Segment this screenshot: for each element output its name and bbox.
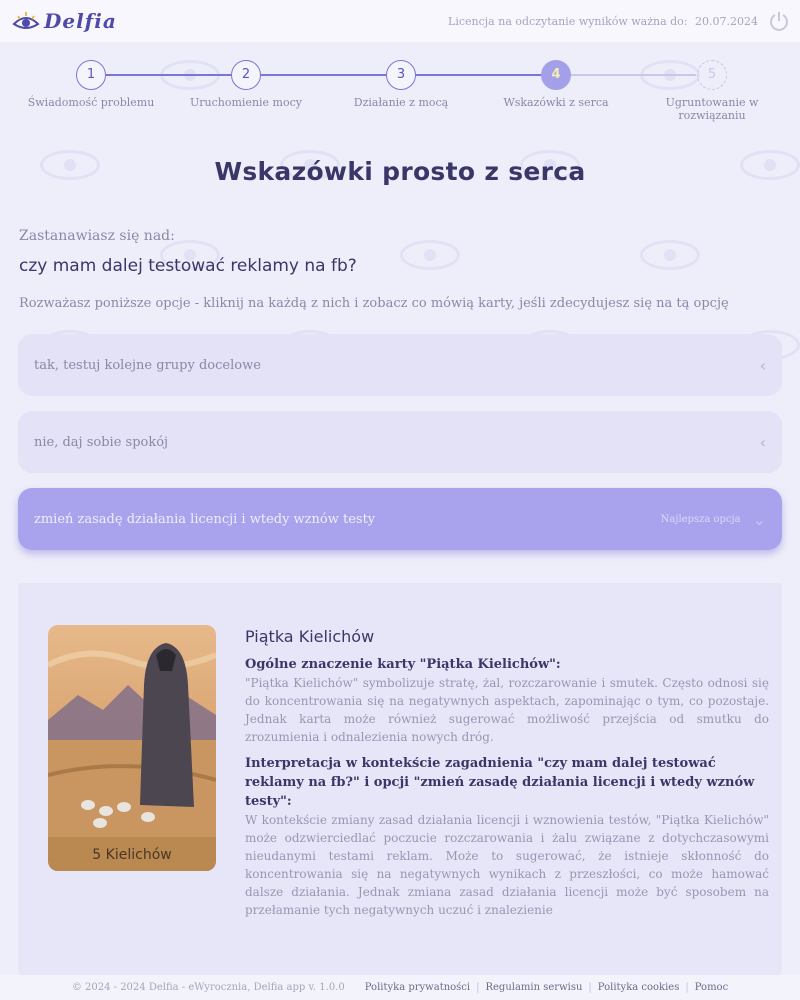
footer: [0, 975, 800, 1000]
chevron-left-icon: ‹: [759, 432, 766, 452]
license-date: 20.07.2024: [695, 14, 758, 28]
logo[interactable]: [12, 9, 117, 33]
question-text: czy mam dalej testować reklamy na fb?: [19, 256, 357, 276]
option-label: tak, testuj kolejne grupy docelowe: [34, 357, 261, 373]
step-1[interactable]: [16, 60, 166, 109]
license-info: [448, 15, 758, 28]
card-general-heading: Ogólne znaczenie karty "Piątka Kielichów":: [245, 657, 561, 672]
step-label: Wskazówki z serca: [503, 96, 609, 109]
footer-separator: |: [588, 982, 592, 993]
question-intro: Zastanawiasz się nad:: [19, 228, 175, 244]
progress-stepper: [0, 60, 800, 142]
option-label: zmień zasadę działania licencji i wtedy wznów testy: [34, 511, 376, 527]
cookies-policy-link[interactable]: Polityka cookies: [597, 982, 680, 993]
step-number: 1: [76, 60, 106, 90]
footer-separator: |: [685, 982, 689, 993]
privacy-policy-link[interactable]: Polityka prywatności: [364, 982, 471, 993]
footer-separator: |: [476, 982, 480, 993]
option-2[interactable]: [18, 411, 782, 473]
option-label: nie, daj sobie spokój: [34, 434, 169, 450]
step-label: Świadomość problemu: [27, 96, 155, 109]
step-number: 2: [231, 60, 261, 90]
eye-logo-icon: [12, 10, 40, 32]
step-label: Działanie z mocą: [353, 96, 449, 109]
footer-copyright: © 2024 - 2024 Delfia - eWyrocznia, Delfia app v. 1.0.0: [71, 982, 345, 993]
step-4[interactable]: [481, 60, 631, 109]
card-name: Piątka Kielichów: [245, 627, 375, 646]
tarot-card-image: [48, 625, 216, 871]
license-label: Licencja na odczytanie wyników ważna do:: [448, 14, 688, 28]
instruction-text: Rozważasz poniższe opcje - kliknij na każdą z nich i zobacz co mówią karty, jeśli zdecydujesz się na tą opcję: [19, 296, 729, 311]
page-title: Wskazówki prosto z serca: [214, 157, 586, 186]
step-label: Uruchomienie mocy: [190, 96, 302, 109]
card-context-heading: Interpretacja w kontekście zagadnienia "czy mam dalej testować reklamy na fb?" i opcji "zmień zasadę działania licencji i wtedy wznów testy":: [245, 756, 755, 809]
step-3[interactable]: [326, 60, 476, 109]
power-icon[interactable]: [768, 10, 790, 32]
chevron-down-icon: ⌄: [752, 509, 766, 529]
step-5: [637, 60, 787, 122]
logo-text: Delfia: [44, 9, 117, 33]
step-number: 4: [541, 60, 571, 90]
best-option-badge: Najlepsza opcja: [660, 513, 741, 525]
top-header: [0, 0, 800, 42]
step-number: 5: [697, 60, 727, 90]
step-number: 3: [386, 60, 416, 90]
option-3[interactable]: [18, 488, 782, 550]
step-2[interactable]: [171, 60, 321, 109]
card-general-text: "Piątka Kielichów" symbolizuje stratę, żal, rozczarowanie i smutek. Często odnosi się do koncentrowania się na negatywnych aspektach, zapominając o tym, co pozostaje. Jednak karta może również sugerować możliwość przejścia od smutku do zrozumienia i odnalezienia nowych dróg.: [245, 676, 769, 744]
chevron-left-icon: ‹: [759, 355, 766, 375]
help-link[interactable]: Pomoc: [694, 982, 729, 993]
card-panel: [18, 583, 782, 983]
card-image-caption: 5 Kielichów: [92, 847, 172, 863]
step-label: Ugruntowanie w rozwiązaniu: [665, 96, 759, 122]
option-1[interactable]: [18, 334, 782, 396]
card-context-text: W kontekście zmiany zasad działania licencji i wznowienia testów, "Piątka Kielichów" może odzwierciedlać poczucie rozczarowania i żalu związane z dotychczasowymi nieudanymi testami reklam. Może to sugerować, że istnieje skłonność do koncentrowania się na negatywnych wynikach z przeszłości, co może hamować dalsze działania. Jednak zmiana zasad działania licencji może być sposobem na przełamanie tych negatywnych uczuć i znalezienie: [245, 813, 769, 917]
terms-link[interactable]: Regulamin serwisu: [485, 982, 583, 993]
